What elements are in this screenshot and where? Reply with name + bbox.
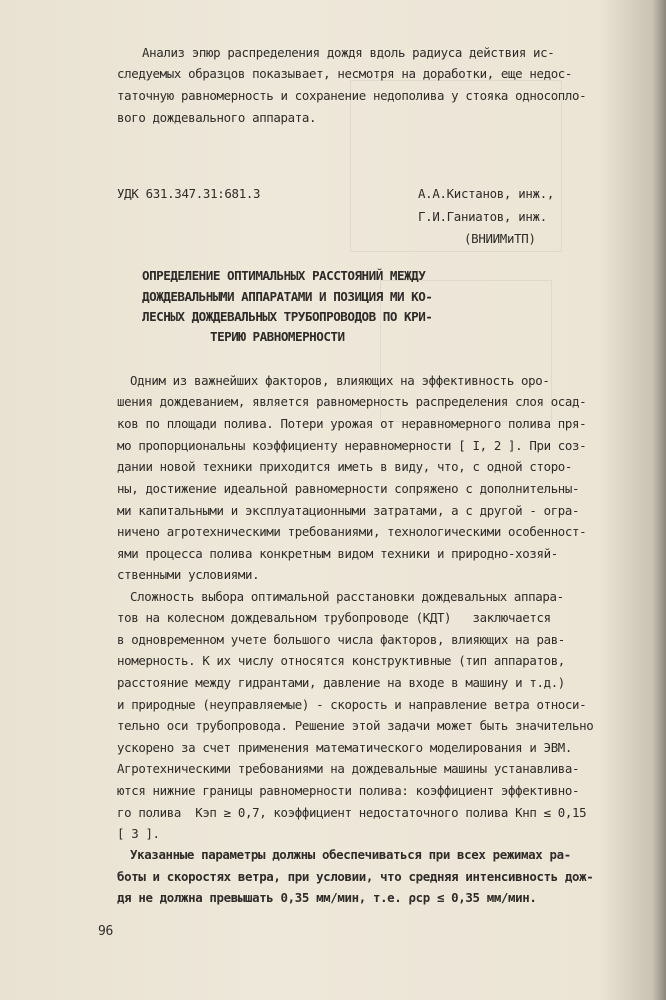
body-line: ны, достижение идеальной равномерности сопряжено с дополнительны-: [117, 481, 580, 496]
body-line: дя не должна превышать 0,35 мм/мин, т.е. ρср ≤ 0,35 мм/мин.: [117, 890, 537, 905]
body-line: ми капитальными и эксплуатационными затратами, а с другой - огра-: [117, 503, 580, 518]
body-line: номерность. К их числу относятся конструктивные (тип аппаратов,: [117, 653, 565, 668]
body-line: тельно оси трубопровода. Решение этой задачи может быть значительно: [117, 718, 594, 733]
udk-code: УДК 631.347.31:681.3: [117, 186, 261, 201]
page-number: 96: [98, 924, 113, 939]
body-line: Агротехническими требованиями на дождевальные машины устанавлива-: [117, 761, 580, 776]
body-line: расстояние между гидрантами, давление на входе в машину и т.д.): [117, 675, 565, 690]
title-line: ОПРЕДЕЛЕНИЕ ОПТИМАЛЬНЫХ РАССТОЯНИЙ МЕЖДУ: [142, 268, 426, 283]
body-line: ями процесса полива конкретным видом техники и природно-хозяй-: [117, 546, 558, 561]
intro-line: Анализ эпюр распределения дождя вдоль радиуса действия ис-: [142, 45, 555, 60]
body-line: Сложность выбора оптимальной расстановки дождевальных аппара-: [130, 589, 564, 604]
body-line: [ 3 ].: [117, 826, 160, 841]
body-line: мо пропорциональны коэффициенту неравномерности [ I, 2 ]. При соз-: [117, 438, 587, 453]
body-line: тов на колесном дождевальном трубопроводе (КДТ) заключается: [117, 610, 551, 625]
title-line: ДОЖДЕВАЛЬНЫМИ АППАРАТАМИ И ПОЗИЦИЯ МИ КО-: [142, 289, 433, 304]
intro-line: таточную равномерность и сохранение недополива у стояка односопло-: [117, 88, 587, 103]
author-line: А.А.Кистанов, инж.,: [418, 186, 555, 201]
body-line: боты и скоростях ветра, при условии, что средняя интенсивность дож-: [117, 869, 594, 884]
title-line: ТЕРИЮ РАВНОМЕРНОСТИ: [210, 329, 345, 344]
body-line: ются нижние границы равномерности полива: коэффициент эффективно-: [117, 783, 580, 798]
body-line: ственными условиями.: [117, 567, 260, 582]
body-line: Одним из важнейших факторов, влияющих на эффективность оро-: [130, 373, 550, 388]
title-line: ЛЕСНЫХ ДОЖДЕВАЛЬНЫХ ТРУБОПРОВОДОВ ПО КРИ-: [142, 309, 433, 324]
body-line: в одновременном учете большого числа факторов, влияющих на рав-: [117, 632, 565, 647]
intro-line: вого дождевального аппарата.: [117, 110, 317, 125]
intro-line: следуемых образцов показывает, несмотря на доработки, еще недос-: [117, 66, 573, 81]
body-line: Указанные параметры должны обеспечиваться при всех режимах ра-: [130, 847, 571, 862]
body-line: ускорено за счет применения математического моделирования и ЭВМ.: [117, 740, 573, 755]
body-line: дании новой техники приходится иметь в виду, что, с одной сторо-: [117, 459, 573, 474]
author-affiliation: (ВНИИМиТП): [464, 231, 536, 246]
body-line: го полива Кэп ≥ 0,7, коэффициент недостаточного полива Кнп ≤ 0,15: [117, 805, 587, 820]
body-line: шения дождеванием, является равномерность распределения слоя осад-: [117, 394, 587, 409]
show-through-artifact: [350, 80, 562, 252]
body-line: ничено агротехническими требованиями, технологическими особенност-: [117, 524, 587, 539]
author-line: Г.И.Ганиатов, инж.: [418, 209, 547, 224]
body-line: ков по площади полива. Потери урожая от неравномерного полива пря-: [117, 416, 587, 431]
body-line: и природные (неуправляемые) - скорость и направление ветра относи-: [117, 697, 587, 712]
